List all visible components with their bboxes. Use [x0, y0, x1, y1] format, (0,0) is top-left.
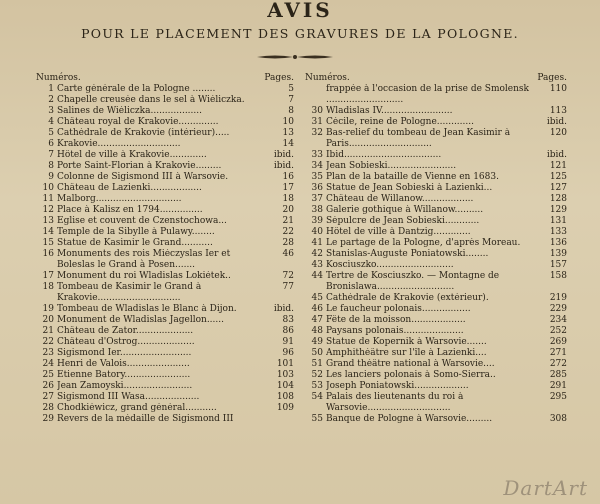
entry-title: Château de Lazienki.................. — [57, 183, 202, 193]
header-numeros: Numéros. — [36, 73, 81, 83]
index-entry — [305, 271, 567, 293]
index-entry — [36, 326, 294, 337]
page-subtitle: POUR LE PLACEMENT DES GRAVURES DE LA POLOGNE. — [81, 26, 519, 41]
entry-number: 42 — [311, 249, 323, 259]
entry-number: 11 — [42, 194, 54, 204]
entry-page: 125 — [549, 172, 567, 182]
entry-title: Statue de Kasimir le Grand........... — [57, 238, 213, 248]
entry-page: 308 — [549, 414, 567, 424]
entry-page: 21 — [282, 216, 294, 226]
entry-title: Chapelle creusée dans le sel à Wiéliczka. — [57, 95, 245, 105]
index-entry — [305, 194, 567, 205]
index-entry — [305, 183, 567, 194]
entry-number: 41 — [311, 238, 323, 248]
entry-page: 7 — [288, 95, 294, 105]
entry-page: 219 — [549, 293, 567, 303]
entry-number: 55 — [311, 414, 323, 424]
entry-number: 47 — [311, 315, 323, 325]
index-entry — [36, 370, 294, 381]
entry-title: Château d'Ostrog.................... — [57, 337, 195, 347]
index-entry — [305, 227, 567, 238]
entry-number: 46 — [311, 304, 323, 314]
entry-title: Cécile, reine de Pologne............. — [326, 117, 474, 127]
entry-page: 109 — [276, 403, 294, 413]
entry-page: 14 — [282, 139, 294, 149]
index-entry — [36, 414, 294, 425]
entry-page: 108 — [276, 392, 294, 402]
watermark: DartArt — [503, 476, 588, 500]
index-entry — [36, 282, 294, 304]
entry-title: Kosciuszko........................... — [326, 260, 454, 270]
entry-title: Malborg.............................. — [57, 194, 182, 204]
entry-page: ibid. — [546, 150, 567, 160]
entry-title: Le faucheur polonais................. — [326, 304, 471, 314]
index-entry — [36, 205, 294, 216]
column-header — [305, 72, 567, 84]
entry-page: 113 — [549, 106, 567, 116]
entry-number: 29 — [42, 414, 54, 424]
index-entry — [36, 216, 294, 227]
entry-number: 19 — [42, 304, 54, 314]
entry-page: 271 — [549, 348, 567, 358]
entry-title: Banque de Pologne à Warsovie......... — [326, 414, 493, 424]
entry-number: 43 — [311, 260, 323, 270]
index-entry — [305, 370, 567, 381]
entry-title: Bas-relief du tombeau de Jean Kasimir à Paris............................. — [326, 128, 511, 149]
entry-title: Salines de Wiéliczka.................. — [57, 106, 202, 116]
index-entry — [36, 403, 294, 414]
index-entry — [36, 348, 294, 359]
index-entry — [36, 117, 294, 128]
entry-page: 229 — [549, 304, 567, 314]
entry-page: 234 — [549, 315, 567, 325]
entry-number: 12 — [42, 205, 54, 215]
entry-number: 4 — [48, 117, 54, 127]
entry-title: Porte Saint-Florian à Krakovie......... — [57, 161, 222, 171]
entry-title: Colonne de Sigismond III à Warsovie. — [57, 172, 229, 182]
entry-title: Monuments des rois Miéczyslas Ier et Boleslas le Grand à Posen....... — [57, 249, 231, 270]
entry-number: 51 — [311, 359, 323, 369]
index-entry — [36, 161, 294, 172]
entry-number: 30 — [311, 106, 323, 116]
index-entry — [305, 326, 567, 337]
entry-number: 18 — [42, 282, 54, 292]
entry-number: 28 — [42, 403, 54, 413]
entry-number: 15 — [42, 238, 54, 248]
entry-title: Stanislas-Auguste Poniatowski........ — [326, 249, 489, 259]
entry-number: 25 — [42, 370, 54, 380]
entry-page: 77 — [282, 282, 294, 292]
entry-page: 129 — [549, 205, 567, 215]
entry-title: Monument de Wladislas Jagellon...... — [57, 315, 224, 325]
entry-number: 20 — [42, 315, 54, 325]
entry-page: 110 — [549, 84, 567, 94]
entry-title: Château de Willanow.................. — [326, 194, 474, 204]
entry-number: 26 — [42, 381, 54, 391]
ornament-divider-icon — [255, 52, 335, 62]
index-entry — [36, 194, 294, 205]
entry-number: 23 — [42, 348, 54, 358]
index-entry — [305, 414, 567, 425]
entry-title: Hôtel de ville à Krakovie............. — [57, 150, 207, 160]
entry-title: Château de Zator.................... — [57, 326, 194, 336]
entry-number: 6 — [48, 139, 54, 149]
entry-number: 54 — [311, 392, 323, 402]
entry-page: ibid. — [273, 304, 294, 314]
entry-title: Place à Kalisz en 1794............... — [57, 205, 203, 215]
index-entry — [305, 392, 567, 414]
index-entry — [305, 260, 567, 271]
entry-page: 96 — [282, 348, 294, 358]
entry-title: Grand théâtre national à Warsovie.... — [326, 359, 495, 369]
index-entry — [36, 381, 294, 392]
entry-number: 52 — [311, 370, 323, 380]
entry-page: 104 — [276, 381, 294, 391]
index-column-left — [36, 72, 294, 425]
index-entry — [305, 106, 567, 117]
entry-number: 22 — [42, 337, 54, 347]
entry-page: 127 — [549, 183, 567, 193]
entry-page: 46 — [282, 249, 294, 259]
index-entry — [305, 117, 567, 128]
index-entry — [36, 183, 294, 194]
entry-number: 34 — [311, 161, 323, 171]
entry-title: Wladislas IV......................... — [326, 106, 453, 116]
entry-title: Cathédrale de Krakovie (extérieur). — [326, 293, 489, 303]
entry-number: 45 — [311, 293, 323, 303]
entry-number: 21 — [42, 326, 54, 336]
entry-page: 8 — [288, 106, 294, 116]
index-entry — [36, 392, 294, 403]
entry-number: 36 — [311, 183, 323, 193]
entry-number: 13 — [42, 216, 54, 226]
entry-number: 7 — [48, 150, 54, 160]
entry-title: Statue de Kopernik à Warsovie....... — [326, 337, 487, 347]
entry-title: Etienne Batory....................... — [57, 370, 191, 380]
entry-page: 120 — [549, 128, 567, 138]
entry-page: 157 — [549, 260, 567, 270]
index-entry — [305, 337, 567, 348]
entry-title: Revers de la médaille de Sigismond III — [57, 414, 234, 424]
index-entry — [36, 139, 294, 150]
column-header — [36, 72, 294, 84]
index-entry — [36, 95, 294, 106]
index-entry — [36, 304, 294, 315]
entry-number: 49 — [311, 337, 323, 347]
index-entry — [305, 304, 567, 315]
index-entry — [305, 205, 567, 216]
entry-title: Hôtel de ville à Dantzig............. — [326, 227, 471, 237]
index-entry — [36, 249, 294, 271]
entry-title: Monument du roi Wladislas Lokiétek.. — [57, 271, 231, 281]
entry-number: 10 — [42, 183, 54, 193]
entry-number: 40 — [311, 227, 323, 237]
entry-page: 295 — [549, 392, 567, 402]
entry-title: Tombeau de Wladislas le Blanc à Dijon. — [57, 304, 237, 314]
entry-page: 83 — [282, 315, 294, 325]
entry-page: 252 — [549, 326, 567, 336]
header-pages: Pages. — [537, 73, 567, 83]
index-entry — [305, 359, 567, 370]
entry-page: 131 — [549, 216, 567, 226]
index-entry — [305, 161, 567, 172]
entry-page: 285 — [549, 370, 567, 380]
entry-page: 269 — [549, 337, 567, 347]
index-entry — [305, 238, 567, 249]
entry-title: Palais des lieutenants du roi à Warsovie............................. — [326, 392, 464, 413]
entry-number: 8 — [48, 161, 54, 171]
entry-title: Le partage de la Pologne, d'après Moreau. — [326, 238, 521, 248]
entry-title: Amphithéâtre sur l'île à Lazienki.... — [326, 348, 487, 358]
entry-title: Paysans polonais..................... — [326, 326, 464, 336]
index-entry — [305, 128, 567, 150]
entry-page: 16 — [282, 172, 294, 182]
entry-title: Cathédrale de Krakovie (intérieur)..... — [57, 128, 230, 138]
index-entry — [305, 84, 567, 106]
entry-number: 1 — [48, 84, 54, 94]
entry-page: 133 — [549, 227, 567, 237]
entry-title: Jean Zamoyski........................ — [57, 381, 193, 391]
entry-title: Chodkiéwicz, grand général........... — [57, 403, 217, 413]
index-entry — [305, 381, 567, 392]
entry-page: 139 — [549, 249, 567, 259]
entry-number: 16 — [42, 249, 54, 259]
entry-page: 101 — [276, 359, 294, 369]
index-entry — [305, 348, 567, 359]
entry-title: Statue de Jean Sobieski à Lazienki... — [326, 183, 493, 193]
index-entry — [305, 293, 567, 304]
entry-title: Eglise et couvent de Czenstochowa... — [57, 216, 227, 226]
entry-number: 17 — [42, 271, 54, 281]
entry-title: Jean Sobieski........................ — [326, 161, 457, 171]
entry-title: Sépulcre de Jean Sobieski............ — [326, 216, 480, 226]
entry-page: 28 — [282, 238, 294, 248]
entry-number: 14 — [42, 227, 54, 237]
entry-title: Château royal de Krakovie.............. — [57, 117, 219, 127]
entry-title: Joseph Poniatowski................... — [326, 381, 469, 391]
entry-title: Plan de la bataille de Vienne en 1683. — [326, 172, 499, 182]
entry-title: Les lanciers polonais à Somo-Sierra.. — [326, 370, 496, 380]
index-entry — [305, 150, 567, 161]
index-entry — [305, 249, 567, 260]
index-entry — [36, 150, 294, 161]
entry-title: Henri de Valois...................... — [57, 359, 190, 369]
entry-page: 13 — [282, 128, 294, 138]
index-entry — [36, 238, 294, 249]
entry-page: 20 — [282, 205, 294, 215]
index-entry — [36, 172, 294, 183]
entry-page: 72 — [282, 271, 294, 281]
entry-page: 291 — [549, 381, 567, 391]
index-entry — [36, 128, 294, 139]
entry-number: 3 — [48, 106, 54, 116]
page-title: AVIS — [267, 0, 333, 22]
entry-page: 86 — [282, 326, 294, 336]
index-entry — [36, 359, 294, 370]
entry-number: 32 — [311, 128, 323, 138]
entry-page: 17 — [282, 183, 294, 193]
entry-title: Tombeau de Kasimir le Grand à Krakovie............................. — [57, 282, 202, 303]
entry-page: ibid. — [273, 161, 294, 171]
entry-number: 38 — [311, 205, 323, 215]
entry-number: 44 — [311, 271, 323, 281]
entry-page: ibid. — [273, 150, 294, 160]
entry-page: 10 — [282, 117, 294, 127]
entry-page: ibid. — [546, 117, 567, 127]
entry-page: 121 — [549, 161, 567, 171]
header-pages: Pages. — [264, 73, 294, 83]
entry-number: 48 — [311, 326, 323, 336]
index-entry — [36, 271, 294, 282]
index-column-right — [305, 72, 567, 425]
index-entry — [36, 315, 294, 326]
entry-page: 22 — [282, 227, 294, 237]
entry-title: Krakovie............................. — [57, 139, 181, 149]
index-entry — [305, 172, 567, 183]
entry-title: Carte générale de la Pologne ........ — [57, 84, 216, 94]
entry-title: Sigismond III Wasa................... — [57, 392, 200, 402]
entry-number: 9 — [48, 172, 54, 182]
entry-title: frappée à l'occasion de la prise de Smolensk ........................... — [326, 84, 529, 105]
entry-page: 91 — [282, 337, 294, 347]
entry-title: Ibid.................................. — [326, 150, 442, 160]
entry-number: 39 — [311, 216, 323, 226]
index-entry — [305, 315, 567, 326]
index-entry — [36, 227, 294, 238]
entry-title: Tertre de Kosciuszko. — Montagne de Bronislawa........................... — [326, 271, 500, 292]
entry-title: Fête de la moisson................... — [326, 315, 466, 325]
entry-page: 128 — [549, 194, 567, 204]
entry-page: 5 — [288, 84, 294, 94]
index-entry — [36, 84, 294, 95]
index-entry — [305, 216, 567, 227]
entry-page: 272 — [549, 359, 567, 369]
entry-number: 53 — [311, 381, 323, 391]
entry-title: Temple de la Sibylle à Pulawy........ — [57, 227, 215, 237]
entry-number: 37 — [311, 194, 323, 204]
entry-page: 136 — [549, 238, 567, 248]
entry-page: 18 — [282, 194, 294, 204]
entry-number: 5 — [48, 128, 54, 138]
entry-title: Sigismond Ier......................... — [57, 348, 192, 358]
entry-title: Galerie gothique à Willanow.......... — [326, 205, 484, 215]
entry-page: 103 — [276, 370, 294, 380]
entry-number: 2 — [48, 95, 54, 105]
index-entry — [36, 106, 294, 117]
index-entry — [36, 337, 294, 348]
entry-number: 24 — [42, 359, 54, 369]
entry-page: 158 — [549, 271, 567, 281]
entry-number: 33 — [311, 150, 323, 160]
entry-number: 27 — [42, 392, 54, 402]
header-numeros: Numéros. — [305, 73, 350, 83]
entry-number: 35 — [311, 172, 323, 182]
entry-number: 50 — [311, 348, 323, 358]
entry-number: 31 — [311, 117, 323, 127]
